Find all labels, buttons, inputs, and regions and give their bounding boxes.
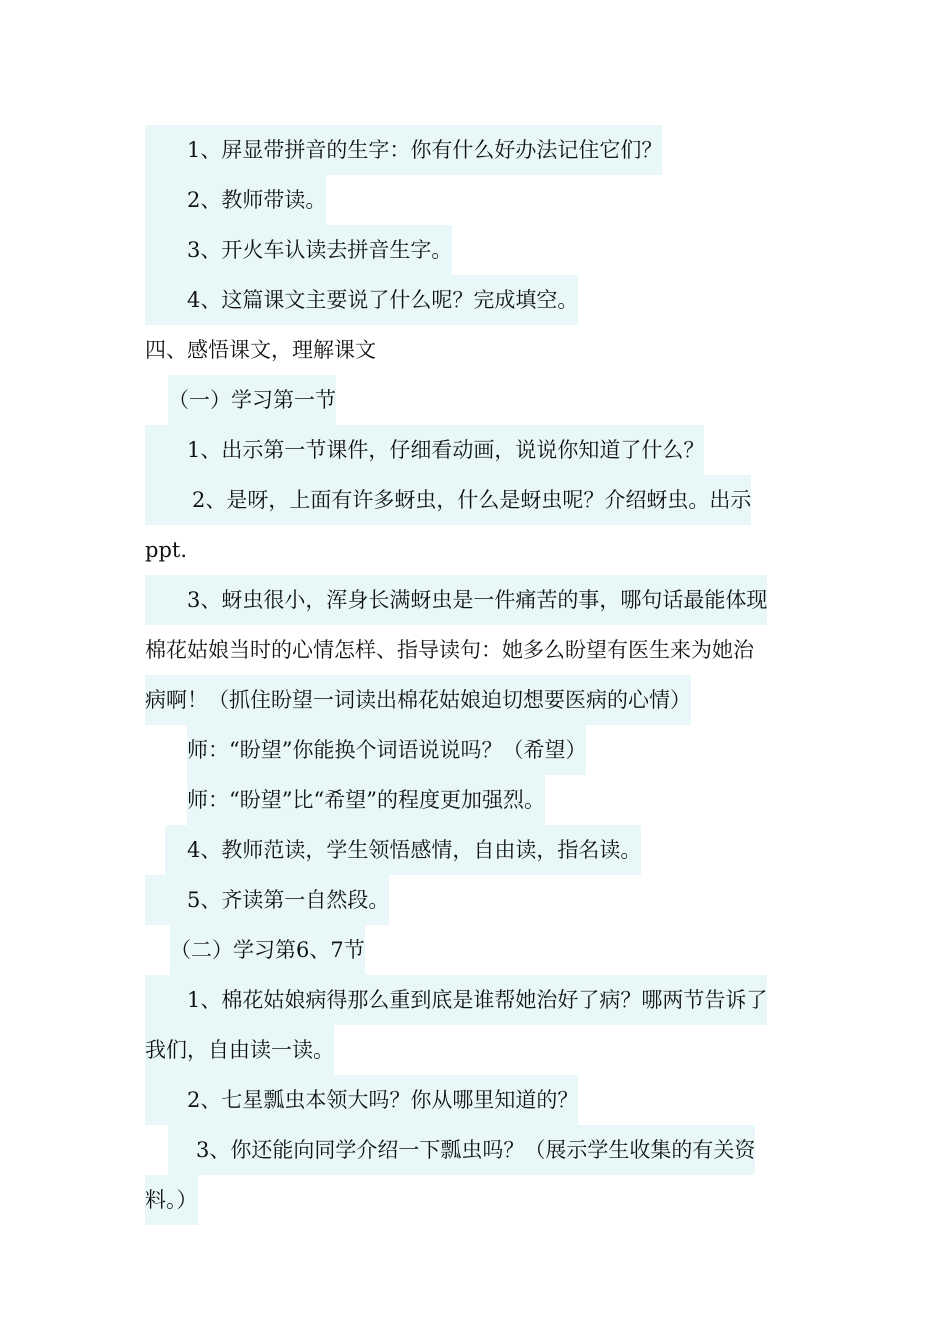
text-line: 料。） xyxy=(145,1175,198,1225)
text-line: 3、蚜虫很小，浑身长满蚜虫是一件痛苦的事，哪句话最能体现 xyxy=(145,575,767,625)
text-line: 4、这篇课文主要说了什么呢？完成填空。 xyxy=(145,275,578,325)
text-line: 我们，自由读一读。 xyxy=(145,1025,334,1075)
text-line: ppt. xyxy=(145,538,187,562)
text-line: 1、屏显带拼音的生字：你有什么好办法记住它们？ xyxy=(145,125,662,175)
text-line: 3、你还能向同学介绍一下瓢虫吗？（展示学生收集的有关资 xyxy=(168,1125,755,1175)
text-line: 棉花姑娘当时的心情怎样、指导读句：她多么盼望有医生来为她治 xyxy=(145,638,754,662)
text-line: 病啊！（抓住盼望一词读出棉花姑娘迫切想要医病的心情） xyxy=(145,675,691,725)
text-line: 2、教师带读。 xyxy=(145,175,326,225)
subsection-heading: （二）学习第6、7节 xyxy=(170,925,365,975)
text-line: 5、齐读第一自然段。 xyxy=(145,875,389,925)
text-line: 4、教师范读，学生领悟感情，自由读，指名读。 xyxy=(165,825,641,875)
text-line: 师：“盼望”比“希望”的程度更加强烈。 xyxy=(187,775,545,825)
text-line: 3、开火车认读去拼音生字。 xyxy=(145,225,452,275)
text-line: 1、棉花姑娘病得那么重到底是谁帮她治好了病？哪两节告诉了 xyxy=(145,975,767,1025)
text-line: 2、是呀，上面有许多蚜虫，什么是蚜虫呢？介绍蚜虫。出示 xyxy=(145,475,751,525)
text-line: 1、出示第一节课件，仔细看动画，说说你知道了什么？ xyxy=(145,425,704,475)
text-line: 师：“盼望”你能换个词语说说吗？（希望） xyxy=(187,725,586,775)
subsection-heading: （一）学习第一节 xyxy=(168,375,336,425)
section-heading: 四、感悟课文，理解课文 xyxy=(145,338,376,362)
text-line: 2、七星瓢虫本领大吗？你从哪里知道的？ xyxy=(145,1075,578,1125)
